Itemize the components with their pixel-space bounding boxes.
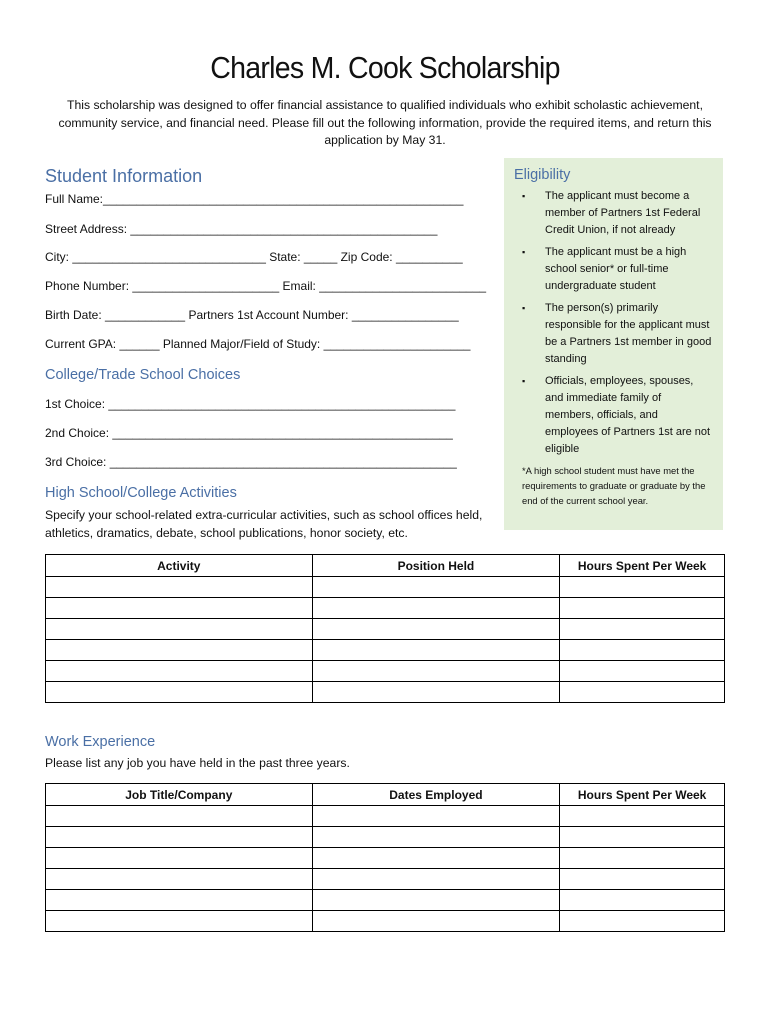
position-cell[interactable]	[312, 598, 560, 619]
bullet-icon: ▪	[522, 303, 526, 313]
hours-cell[interactable]	[560, 598, 725, 619]
position-cell[interactable]	[312, 640, 560, 661]
table-header-row	[46, 555, 725, 577]
eligibility-item: ▪ The applicant must be a high school senior* or full-time undergraduate student	[522, 246, 687, 292]
eligibility-item: ▪ The applicant must become a member of Partners 1st Federal Credit Union, if not already	[522, 190, 701, 236]
position-cell[interactable]	[312, 577, 560, 598]
hours-cell[interactable]	[560, 890, 725, 911]
hours-cell[interactable]	[560, 682, 725, 703]
street-address-field[interactable]: Street Address: ______________________________________________	[45, 222, 438, 236]
hours-cell[interactable]	[560, 869, 725, 890]
city-state-zip-field[interactable]: City: _____________________________ State: _____ Zip Code: __________	[45, 250, 463, 264]
job-title-column-header: Job Title/Company	[46, 784, 313, 806]
dates-cell[interactable]	[312, 827, 560, 848]
hours-cell[interactable]	[560, 619, 725, 640]
activity-column-header: Activity	[46, 555, 313, 577]
eligibility-footnote: *A high school student must have met the requirements to graduate or graduate by the end of the current school year.	[522, 465, 706, 506]
college-choices-heading: College/Trade School Choices	[45, 367, 241, 383]
job-title-cell[interactable]	[46, 848, 313, 869]
bullet-icon: ▪	[522, 191, 526, 201]
hours-cell[interactable]	[560, 640, 725, 661]
dates-cell[interactable]	[312, 848, 560, 869]
job-title-cell[interactable]	[46, 911, 313, 932]
job-title-cell[interactable]	[46, 827, 313, 848]
job-title-cell[interactable]	[46, 806, 313, 827]
hours-cell[interactable]	[560, 827, 725, 848]
table-row	[46, 827, 725, 848]
position-cell[interactable]	[312, 661, 560, 682]
position-column-header: Position Held	[312, 555, 560, 577]
eligibility-item: ▪ The person(s) primarily responsible for the applicant must be a Partners 1st member in good standing	[522, 302, 712, 365]
intro-paragraph: This scholarship was designed to offer financial assistance to qualified individuals who exhibit scholastic achievement, community service, and financial need. Please fill out the following information, provide the required items, and return this application by May 31.	[58, 98, 712, 147]
full-name-field[interactable]: Full Name:______________________________________________________	[45, 192, 464, 206]
table-row	[46, 619, 725, 640]
table-header-row	[46, 784, 725, 806]
work-table	[45, 783, 725, 932]
table-row	[46, 598, 725, 619]
table-row	[46, 682, 725, 703]
activities-description: Specify your school-related extra-curricular activities, such as school offices held, athletics, dramatics, debate, school publications, honor society, etc.	[45, 508, 483, 540]
dates-cell[interactable]	[312, 890, 560, 911]
hours-column-header: Hours Spent Per Week	[560, 784, 725, 806]
table-row	[46, 806, 725, 827]
table-row	[46, 869, 725, 890]
table-row	[46, 577, 725, 598]
activities-heading: High School/College Activities	[45, 485, 237, 501]
eligibility-list	[504, 188, 723, 463]
bullet-icon: ▪	[522, 376, 526, 386]
dates-cell[interactable]	[312, 869, 560, 890]
activity-cell[interactable]	[46, 577, 313, 598]
hours-column-header: Hours Spent Per Week	[560, 555, 725, 577]
third-choice-field[interactable]: 3rd Choice: ____________________________________________________	[45, 455, 457, 469]
table-row	[46, 890, 725, 911]
dates-column-header: Dates Employed	[312, 784, 560, 806]
eligibility-heading: Eligibility	[514, 167, 571, 183]
phone-email-field[interactable]: Phone Number: ______________________ Email: _________________________	[45, 279, 487, 293]
eligibility-item: ▪ Officials, employees, spouses, and immediate family of members, officials, and employees of Partners 1st are not eligible	[522, 375, 711, 455]
work-experience-heading: Work Experience	[45, 734, 156, 750]
activities-table	[45, 554, 725, 703]
hours-cell[interactable]	[560, 806, 725, 827]
eligibility-box	[504, 158, 723, 530]
dates-cell[interactable]	[312, 911, 560, 932]
table-row	[46, 911, 725, 932]
activity-cell[interactable]	[46, 598, 313, 619]
job-title-cell[interactable]	[46, 890, 313, 911]
position-cell[interactable]	[312, 682, 560, 703]
second-choice-field[interactable]: 2nd Choice: ___________________________________________________	[45, 426, 453, 440]
activity-cell[interactable]	[46, 682, 313, 703]
activity-cell[interactable]	[46, 619, 313, 640]
activity-cell[interactable]	[46, 661, 313, 682]
birthdate-account-field[interactable]: Birth Date: ____________ Partners 1st Account Number: ________________	[45, 308, 459, 322]
dates-cell[interactable]	[312, 806, 560, 827]
bullet-icon: ▪	[522, 247, 526, 257]
hours-cell[interactable]	[560, 911, 725, 932]
first-choice-field[interactable]: 1st Choice: ____________________________________________________	[45, 397, 456, 411]
activity-cell[interactable]	[46, 640, 313, 661]
job-title-cell[interactable]	[46, 869, 313, 890]
student-information-heading: Student Information	[45, 166, 203, 186]
gpa-major-field[interactable]: Current GPA: ______ Planned Major/Field of Study: ______________________	[45, 337, 471, 351]
hours-cell[interactable]	[560, 661, 725, 682]
table-row	[46, 661, 725, 682]
hours-cell[interactable]	[560, 848, 725, 869]
table-row	[46, 640, 725, 661]
hours-cell[interactable]	[560, 577, 725, 598]
table-row	[46, 848, 725, 869]
page-title: Charles M. Cook Scholarship	[210, 50, 560, 85]
work-description: Please list any job you have held in the past three years.	[45, 756, 350, 770]
position-cell[interactable]	[312, 619, 560, 640]
